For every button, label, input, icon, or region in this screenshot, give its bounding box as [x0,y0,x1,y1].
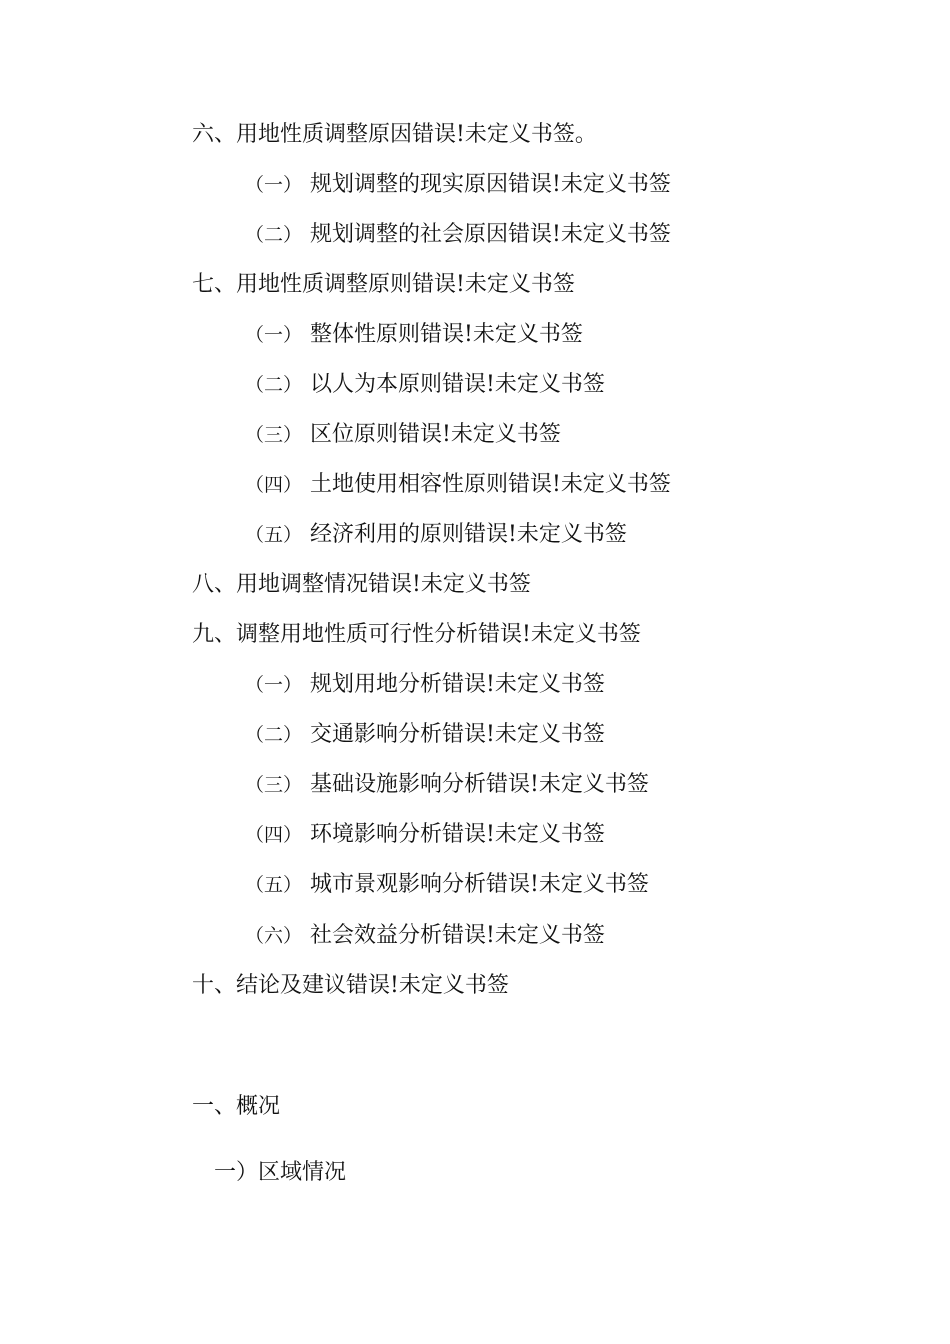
toc-entry[interactable] [192,572,531,598]
toc-entry-title: 九、调整用地性质可行性分析 [192,622,479,647]
toc-entry-number: （一） [245,174,303,196]
toc-entry-title: 基础设施影响分析 [310,772,487,797]
toc-entry-number: （五） [245,524,303,546]
toc-entry[interactable] [192,622,641,648]
toc-entry-number: （二） [245,374,303,396]
toc-entry[interactable] [245,672,605,698]
toc-entry-number: （二） [245,224,303,246]
toc-entry-error: 错误!未定义书签 [442,822,605,847]
toc-entry[interactable] [245,172,671,198]
toc-entry-error: 错误!未定义书签 [368,572,531,597]
toc-entry-title: 以人为本原则 [310,372,443,397]
toc-entry-number: （一） [245,324,303,346]
toc-entry-title: 城市景观影响分析 [310,872,487,897]
toc-entry-title: 交通影响分析 [310,722,443,747]
toc-entry-error: 错误!未定义书签 [486,872,649,897]
toc-entry-title: 七、用地性质调整原则 [192,272,413,297]
toc-entry-title: 六、用地性质调整原因 [192,122,413,147]
section-heading: 一、概况 [192,1094,281,1119]
toc-entry-error: 错误!未定义书签 [442,372,605,397]
toc-entry-title: 区位原则 [310,422,399,447]
toc-entry-title: 规划用地分析 [310,672,443,697]
toc-entry-number: （三） [245,424,303,446]
toc-entry-error: 错误!未定义书签 [442,672,605,697]
toc-entry[interactable] [245,222,671,248]
toc-entry-title: 规划调整的现实原因 [310,172,509,197]
toc-entry-error: 错误!未定义书签 [508,222,671,247]
toc-entry-number: （四） [245,824,303,846]
toc-entry-error: 错误!未定义书签 [464,522,627,547]
toc-entry-error: 错误!未定义书签 [346,973,509,998]
toc-entry-title: 环境影响分析 [310,822,443,847]
toc-entry-error: 错误!未定义书签 [478,622,641,647]
toc-entry[interactable] [192,973,509,999]
toc-entry-title: 经济利用的原则 [310,522,465,547]
toc-entry-title: 规划调整的社会原因 [310,222,509,247]
toc-entry-title: 社会效益分析 [310,923,443,948]
toc-entry-error: 错误!未定义书签 [398,422,561,447]
toc-entry[interactable] [245,522,627,548]
toc-entry-error: 错误!未定义书签 [420,322,583,347]
toc-entry[interactable] [245,822,605,848]
toc-entry-error: 错误!未定义书签。 [412,122,597,147]
toc-entry[interactable] [245,372,605,398]
toc-entry-error: 错误!未定义书签 [412,272,575,297]
toc-entry-title: 十、结论及建议 [192,973,347,998]
toc-entry[interactable] [245,772,649,798]
toc-entry-error: 错误!未定义书签 [442,923,605,948]
toc-entry-number: （六） [245,925,303,947]
toc-entry-error: 错误!未定义书签 [442,722,605,747]
toc-entry-number: （五） [245,874,303,896]
toc-entry[interactable] [245,722,605,748]
toc-entry-error: 错误!未定义书签 [508,172,671,197]
toc-entry-number: （二） [245,724,303,746]
toc-entry-number: （一） [245,674,303,696]
toc-entry[interactable] [245,872,649,898]
toc-entry-error: 错误!未定义书签 [508,472,671,497]
toc-entry-number: （三） [245,774,303,796]
toc-entry[interactable] [245,422,561,448]
toc-entry-title: 八、用地调整情况 [192,572,369,597]
toc-entry[interactable] [245,322,583,348]
toc-entry[interactable] [245,923,605,949]
subsection-heading: 一）区域情况 [214,1160,347,1185]
toc-entry-number: （四） [245,474,303,496]
toc-entry[interactable] [245,472,671,498]
toc-entry[interactable] [192,272,575,298]
toc-entry[interactable] [192,122,597,148]
toc-entry-title: 土地使用相容性原则 [310,472,509,497]
toc-entry-title: 整体性原则 [310,322,421,347]
toc-entry-error: 错误!未定义书签 [486,772,649,797]
